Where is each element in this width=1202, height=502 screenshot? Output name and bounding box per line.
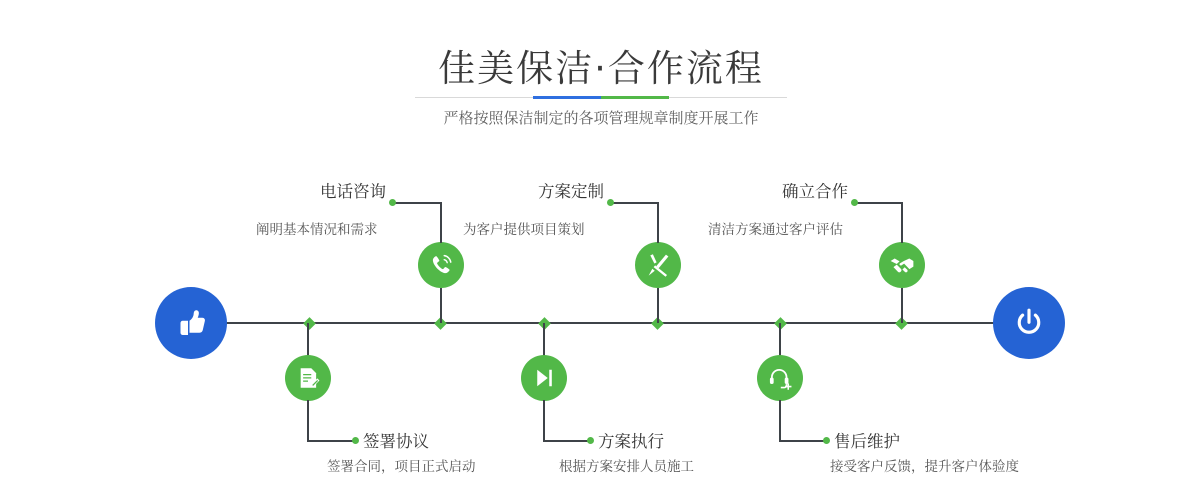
step-lead-v-3 <box>657 202 659 243</box>
page-subtitle: 严格按照保洁制定的各项管理规章制度开展工作 <box>443 109 759 127</box>
step-icon-4 <box>521 355 567 401</box>
step-stem-5 <box>901 288 903 323</box>
step-stem-1 <box>440 288 442 323</box>
step-lead-v-5 <box>901 202 903 243</box>
step-lead-dot-1 <box>389 199 396 206</box>
step-desc-5: 清洁方案通过客户评估 <box>708 222 843 238</box>
step-lead-dot-6 <box>823 437 830 444</box>
phone-ring-icon <box>428 252 454 278</box>
step-title-4: 方案执行 <box>598 432 664 451</box>
step-icon-1 <box>418 242 464 288</box>
step-lead-h-5 <box>855 202 902 204</box>
step-icon-2 <box>285 355 331 401</box>
step-lead-h-4 <box>543 440 590 442</box>
step-lead-v-1 <box>440 202 442 243</box>
step-lead-h-2 <box>307 440 355 442</box>
power-icon <box>1011 305 1047 341</box>
step-lead-dot-5 <box>851 199 858 206</box>
step-stem-3 <box>657 288 659 323</box>
step-icon-3 <box>635 242 681 288</box>
step-stem-6 <box>779 323 781 357</box>
step-stem-4 <box>543 323 545 357</box>
step-lead-v-4 <box>543 400 545 441</box>
divider-green-segment <box>601 96 669 99</box>
step-lead-v-2 <box>307 400 309 441</box>
step-lead-v-6 <box>779 400 781 441</box>
step-desc-1: 阐明基本情况和需求 <box>256 222 378 238</box>
step-lead-dot-2 <box>352 437 359 444</box>
thumbs-up-icon <box>173 305 209 341</box>
play-skip-icon <box>532 366 556 390</box>
timeline-end-badge <box>993 287 1065 359</box>
step-lead-h-6 <box>779 440 826 442</box>
step-icon-6 <box>757 355 803 401</box>
headset-add-icon <box>767 365 793 391</box>
step-desc-4: 根据方案安排人员施工 <box>559 459 694 475</box>
step-title-6: 售后维护 <box>834 432 900 451</box>
step-title-3: 方案定制 <box>538 182 604 201</box>
divider-blue-segment <box>533 96 601 99</box>
step-lead-dot-3 <box>607 199 614 206</box>
step-icon-5 <box>879 242 925 288</box>
step-lead-h-1 <box>393 202 441 204</box>
handshake-icon <box>889 252 915 278</box>
timeline-start-badge <box>155 287 227 359</box>
step-title-5: 确立合作 <box>782 182 848 201</box>
step-desc-6: 接受客户反馈，提升客户体验度 <box>830 459 1019 475</box>
step-lead-dot-4 <box>587 437 594 444</box>
page-title: 佳美保洁·合作流程 <box>438 47 764 90</box>
contract-pen-icon <box>295 365 321 391</box>
title-divider <box>415 96 787 99</box>
step-desc-3: 为客户提供项目策划 <box>463 222 585 238</box>
step-lead-h-3 <box>611 202 658 204</box>
axis-node-dot-1 <box>303 317 316 330</box>
step-stem-2 <box>307 323 309 357</box>
step-title-1: 电话咨询 <box>320 182 386 201</box>
step-desc-2: 签署合同，项目正式启动 <box>327 459 476 475</box>
pen-ruler-icon <box>645 252 671 278</box>
step-title-2: 签署协议 <box>363 432 429 451</box>
